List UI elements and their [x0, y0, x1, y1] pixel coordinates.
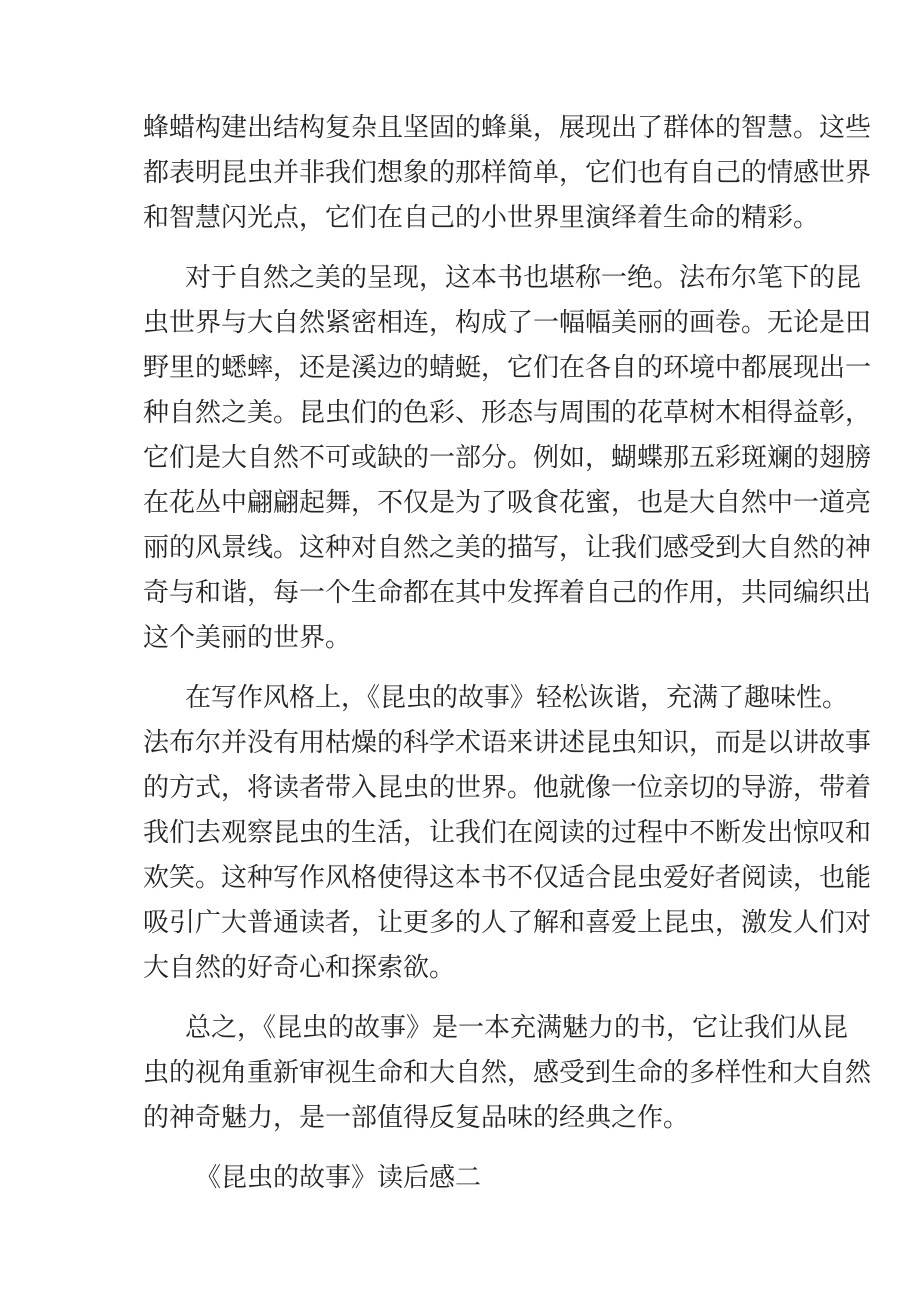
text-line: 都表明昆虫并非我们想象的那样简单，它们也有自己的情感世界 — [143, 158, 872, 188]
text-line: 野里的蟋蟀，还是溪边的蜻蜓，它们在各自的环境中都展现出一 — [143, 353, 872, 383]
text-line: 虫世界与大自然紧密相连，构成了一幅幅美丽的画卷。无论是田 — [143, 308, 872, 338]
text-line: 虫的视角重新审视生命和大自然，感受到生命的多样性和大自然 — [143, 1058, 872, 1088]
paragraph — [143, 676, 872, 991]
paragraph — [143, 256, 872, 661]
text-line: 法布尔并没有用枯燥的科学术语来讲述昆虫知识，而是以讲故事 — [143, 728, 872, 758]
text-line: 和智慧闪光点，它们在自己的小世界里演绎着生命的精彩。 — [143, 203, 820, 233]
text-line: 总之，《昆虫的故事》是一本充满魅力的书，它让我们从昆 — [185, 1013, 849, 1043]
text-line: 丽的风景线。这种对自然之美的描写，让我们感受到大自然的神 — [143, 533, 872, 563]
text-line: 欢笑。这种写作风格使得这本书不仅适合昆虫爱好者阅读，也能 — [143, 863, 872, 893]
section-title: 《昆虫的故事》读后感二 — [195, 1163, 482, 1193]
text-line: 这个美丽的世界。 — [143, 623, 352, 653]
text-line: 在花丛中翩翩起舞，不仅是为了吸食花蜜，也是大自然中一道亮 — [143, 488, 872, 518]
text-line: 大自然的好奇心和探索欲。 — [143, 953, 456, 983]
text-line: 的方式，将读者带入昆虫的世界。他就像一位亲切的导游，带着 — [143, 773, 872, 803]
text-line: 对于自然之美的呈现，这本书也堪称一绝。法布尔笔下的昆 — [185, 263, 862, 293]
paragraph — [143, 1006, 872, 1141]
document-page — [143, 106, 872, 1201]
text-line: 奇与和谐，每一个生命都在其中发挥着自己的作用，共同编织出 — [143, 578, 872, 608]
text-line: 在写作风格上，《昆虫的故事》轻松诙谐，充满了趣味性。 — [185, 683, 849, 713]
paragraph — [143, 106, 872, 241]
text-line: 蜂蜡构建出结构复杂且坚固的蜂巢，展现出了群体的智慧。这些 — [143, 113, 872, 143]
text-line: 吸引广大普通读者，让更多的人了解和喜爱上昆虫，激发人们对 — [143, 908, 872, 938]
text-line: 我们去观察昆虫的生活，让我们在阅读的过程中不断发出惊叹和 — [143, 818, 872, 848]
text-line: 种自然之美。昆虫们的色彩、形态与周围的花草树木相得益彰， — [143, 398, 872, 428]
text-line: 的神奇魅力，是一部值得反复品味的经典之作。 — [143, 1103, 690, 1133]
text-line: 它们是大自然不可或缺的一部分。例如，蝴蝶那五彩斑斓的翅膀 — [143, 443, 872, 473]
